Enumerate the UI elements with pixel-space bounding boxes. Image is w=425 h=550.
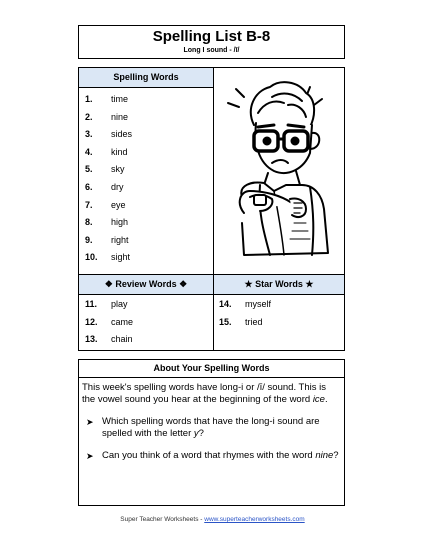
list-item: [85, 296, 133, 314]
question-2: [82, 450, 340, 462]
list-item: [85, 179, 132, 197]
word-number: 6.: [85, 181, 93, 192]
list-item: [85, 109, 132, 127]
word-text: came: [111, 316, 134, 327]
question-1-letter: y: [193, 428, 199, 439]
footer-text: Super Teacher Worksheets -: [120, 516, 205, 523]
word-number: 11.: [85, 299, 98, 309]
word-number: 1.: [85, 94, 93, 104]
word-number: 13.: [85, 334, 98, 345]
word-text: myself: [245, 299, 272, 309]
list-item: [85, 232, 132, 250]
question-2-text: Can you think of a word that rhymes with the word: [102, 450, 316, 461]
word-number: 9.: [85, 234, 93, 245]
list-item: [85, 314, 133, 332]
question-2-punct: ?: [333, 450, 339, 461]
list-item: [85, 331, 133, 349]
star-words-list: [219, 296, 271, 331]
word-number: 10.: [85, 252, 98, 263]
page-title: Spelling List B-8: [152, 28, 271, 45]
arrow-icon: ➤: [86, 417, 94, 427]
word-number: 12.: [85, 316, 98, 327]
about-spelling-words-box: [78, 359, 345, 506]
about-body: [79, 378, 344, 462]
list-item: [85, 144, 132, 162]
star-words-header: ★ Star Words ★: [214, 275, 344, 295]
word-text: eye: [111, 199, 126, 210]
list-item: [219, 296, 271, 314]
intro-text: This week's spelling words have long-i or /ī/ sound. This is the vowel sound you hear at the beginning of the word: [82, 382, 326, 405]
about-title: About Your Spelling Words: [79, 360, 344, 378]
boy-with-glasses-illustration: [214, 73, 344, 268]
list-item: [219, 314, 271, 332]
word-number: 3.: [85, 129, 93, 140]
word-number: 7.: [85, 199, 93, 210]
question-1-punct: ?: [198, 428, 204, 439]
page-subtitle: Long I sound - /ī/: [183, 47, 240, 54]
intro-example-word: ice: [312, 394, 325, 405]
review-words-list: [85, 296, 133, 349]
list-item: [85, 214, 132, 232]
word-number: 8.: [85, 217, 93, 228]
list-item: [85, 126, 132, 144]
word-text: sides: [111, 129, 133, 140]
word-text: high: [111, 217, 129, 228]
word-text: sight: [111, 252, 131, 263]
word-text: sky: [111, 164, 125, 175]
word-number: 4.: [85, 146, 93, 157]
word-text: play: [111, 299, 128, 309]
list-item: [85, 249, 132, 267]
about-intro: [82, 382, 340, 406]
intro-punct: .: [324, 394, 328, 405]
word-number: 2.: [85, 111, 93, 122]
question-text: [102, 416, 340, 440]
list-item: [85, 197, 132, 215]
footer: [0, 516, 425, 523]
question-1: [82, 416, 340, 440]
word-text: chain: [111, 334, 133, 345]
arrow-icon: ➤: [86, 451, 94, 461]
column-divider: [213, 275, 214, 350]
word-text: dry: [111, 181, 124, 192]
list-item: [85, 91, 132, 109]
word-text: tried: [245, 316, 263, 327]
question-1-text: Which spelling words that have the long-i sound are spelled with the letter: [102, 416, 320, 439]
review-words-header: ❖ Review Words ❖: [79, 275, 213, 295]
word-text: right: [111, 234, 129, 245]
word-lists-panel: [78, 67, 345, 351]
word-text: kind: [111, 146, 128, 157]
list-item: [85, 161, 132, 179]
word-number: 15.: [219, 316, 232, 327]
word-number: 5.: [85, 164, 93, 175]
spelling-words-header: Spelling Words: [79, 68, 213, 88]
word-text: nine: [111, 111, 129, 122]
worksheet-header: [78, 25, 345, 59]
footer-link[interactable]: www.superteacherworksheets.com: [204, 516, 305, 523]
word-text: time: [111, 94, 129, 104]
question-2-word: nine: [315, 450, 334, 461]
word-number: 14.: [219, 299, 232, 309]
spelling-words-list: [85, 91, 132, 267]
question-text: [102, 450, 340, 462]
